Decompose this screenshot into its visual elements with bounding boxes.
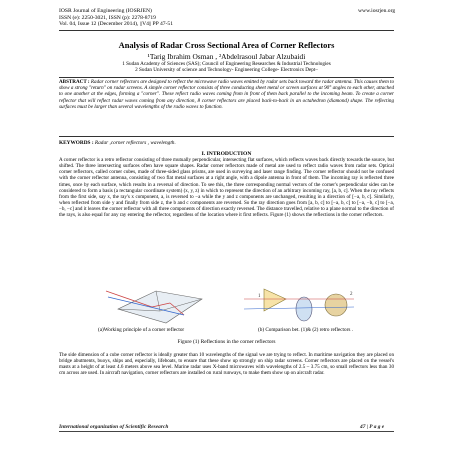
section-heading: I. INTRODUCTION — [201, 151, 252, 157]
journal-name: IOSR Journal of Engineering (IOSRJEN) — [59, 8, 152, 14]
abstract-top-rule — [59, 77, 394, 78]
abstract — [59, 79, 394, 110]
figure-1 — [104, 285, 359, 325]
author-affiliations — [59, 61, 394, 73]
journal-issn: ISSN (e): 2250-3021, ISSN (p): 2278-8719 — [59, 14, 156, 21]
caption-b: (b) Comparison bet. (1)& (2) retro reflectors . — [258, 327, 353, 333]
affiliation-2: 2 Sudan University of science and Technology- Engineering College- Electronics Dept– — [135, 67, 318, 73]
caption-a: (a)Working principle of a corner reflector — [98, 327, 185, 333]
figure-label-2: 2 — [350, 292, 353, 297]
keywords-label: KEYWORDS : — [59, 140, 94, 146]
header-rule — [59, 30, 394, 31]
paper-authors: ¹Tarig Ibrahim Osman , ²Abdelrasoul Jabar Alzubaidi — [147, 52, 306, 61]
figure-caption: Figure (1) Reflections in the corner reflectors — [177, 339, 276, 345]
paper-title: Analysis of Radar Cross Sectional Area of Corner Reflectors — [118, 41, 335, 50]
abstract-bottom-rule — [59, 136, 394, 137]
journal-header — [59, 8, 173, 28]
affiliation-1: 1 Sudan Academy of Sciences (SAS); Council of Engineering Researches & Industrial Technologies — [122, 61, 331, 67]
abstract-text: Radar corner reflectors are designed to reflect the microwave radio waves emitted by radar sets back toward the radar antenna. This causes them to show a strong "return" on radar screens. A simple corner reflector consists of three conducting sheet metal or screen surfaces at 90° angles to each other, attached to one another at the edges, forming a "corner". These reflect radio waves coming from in front of them back parallel to the incoming beam. To create a corner reflector that will reflect radar waves coming from any direction, 8 corner reflectors are placed back-to-back in an octahedron (diamond) shape. The reflecting surfaces must be larger than several wavelengths of the radio waves to function. — [59, 79, 394, 110]
corner-reflector-diagram-a — [106, 291, 202, 323]
keywords — [59, 140, 394, 146]
footer-organization: International organization of Scientific Research — [59, 424, 169, 430]
keywords-text: Radar ,corner reflectors , wavelength. — [93, 140, 176, 146]
journal-volume: Vol. 04, Issue 12 (December 2014), ||V4|| PP 47-51 — [59, 21, 174, 28]
abstract-label: ABSTRACT : — [59, 79, 90, 85]
footer-page-number: 47 | P a g e — [360, 424, 385, 430]
body-paragraph: The side dimension of a cube corner reflector is ideally greater than 10 wavelengths of the signal we are trying to reflect. In maritime navigation they are placed on bridge abutments, buoys, ships and, especially, lifeboats, to ensure that these show up strongly on ship radar screens. Corner reflectors are placed on the vessel's masts at a height of at least 4.6 meters above sea level. Marine radar uses X-band microwaves with wavelengths of 2.5 – 3.75 cm, so small reflectors less than 30 cm across are used. In aircraft navigation, corner reflectors are installed on rural runways, to make them show up on aircraft radar. — [59, 352, 394, 377]
intro-paragraph: A corner reflector is a retro reflector consisting of three mutually perpendicular, intersecting flat surfaces, which reflects waves back directly towards the source, but shifted. The three intersecting surfaces often have square shapes. Radar corner reflectors made of metal are used to reflect radio waves from radar sets. Optical corner reflectors, called corner cubes, made of three-sided glass prisms, are used in surveying and laser range finding. The corner reflector should not be confused with the corner reflector antenna, consisting of two flat metal surfaces at a right angle, with a dipole antenna in front of them. The incoming ray is reflected three times, once by each surface, which results in a reversal of direction. To see this, the three corresponding normal vectors of the corner's perpendicular sides can be considered to form a basis (a rectangular coordinate system) (x, y, z) in which to represent the direction of an arbitrary incoming ray, [a, b, c]. When the ray reflects from the first side, say x, the ray's x component, a, is reversed to −a while the y and z components are unchanged, resulting in a direction of [−a, b, c]. Similarly, when reflected from side y and finally from side z, the b and c components are reversed. So the ray direction goes from [a, b, c] to [−a, b, c] to [−a, −b, c] to [−a, −b, −c] and it leaves the corner reflector with all three components of direction exactly reversed. The distance travelled, relative to a plane normal to the direction of the rays, is also equal for any ray entering the reflector, regardless of the location where it first reflects. Figure (1) shows the reflections in the corner reflectors. — [59, 157, 395, 219]
retro-reflector-comparison-b — [244, 289, 354, 321]
footer-rule — [59, 431, 394, 432]
journal-website[interactable]: www.iosrjen.org — [358, 8, 396, 14]
figure-label-1: 1 — [258, 294, 261, 299]
